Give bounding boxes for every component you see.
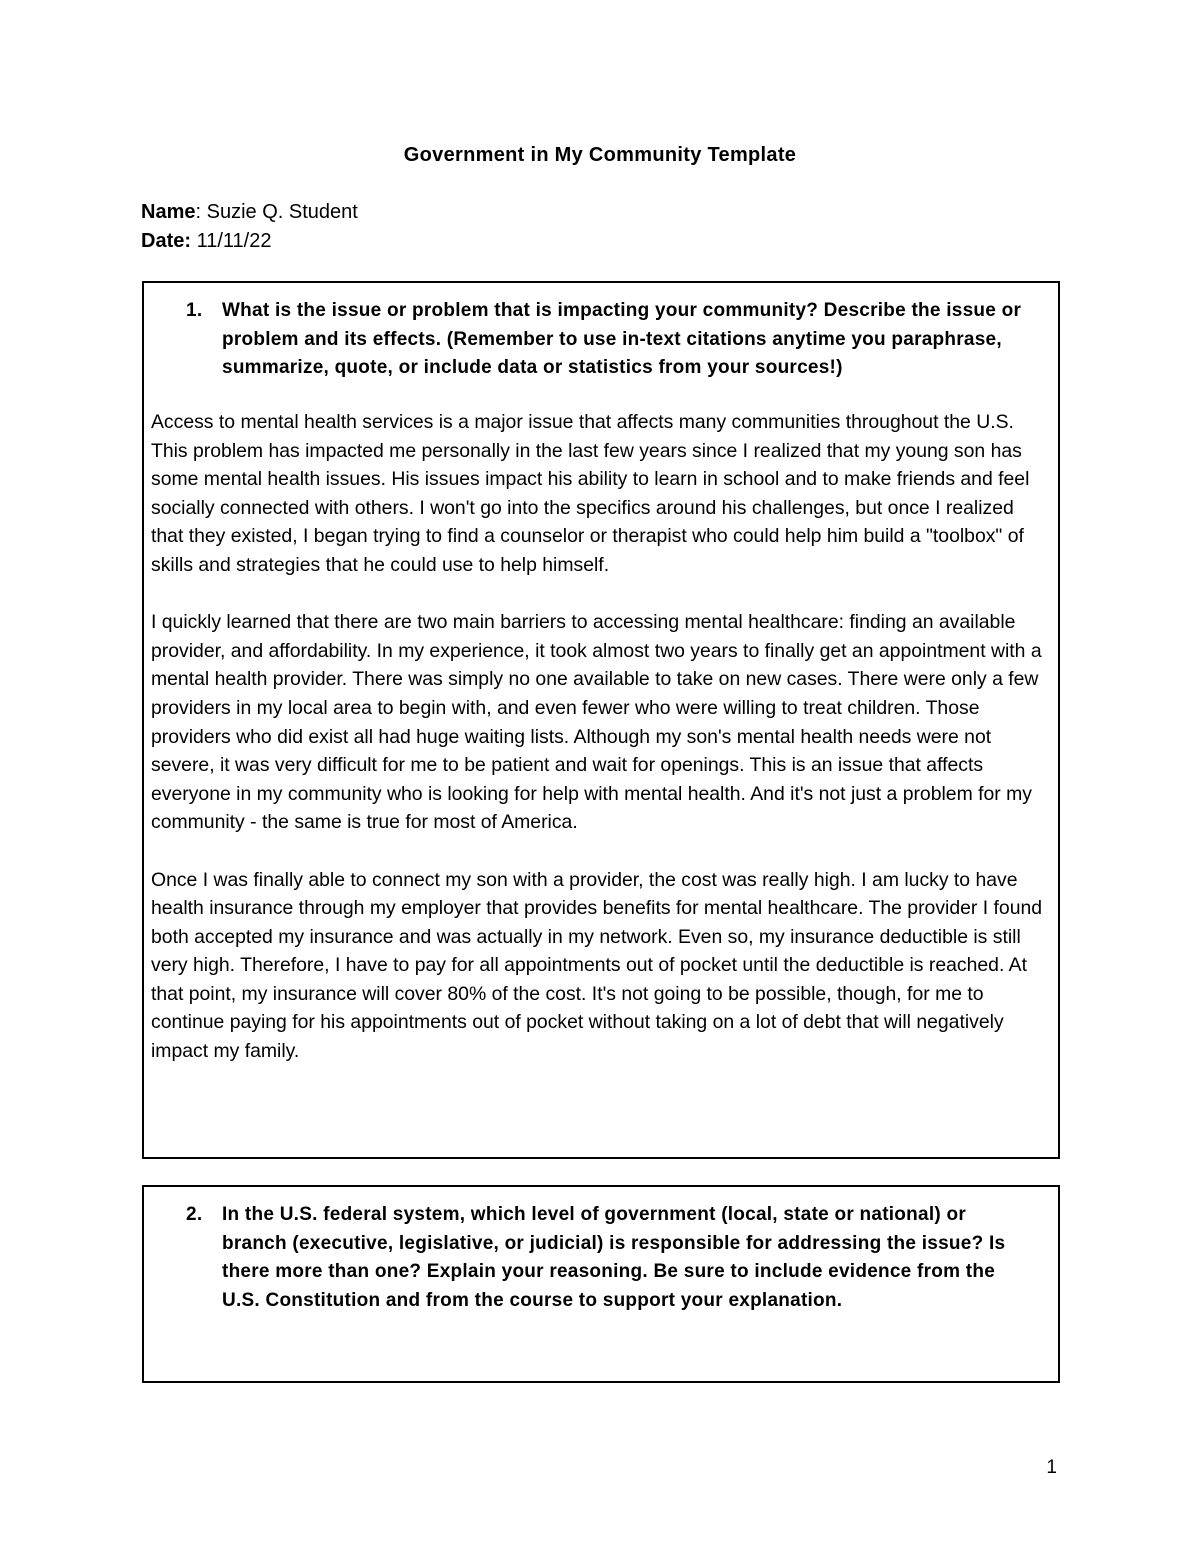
- question-2-number: 2.: [186, 1204, 203, 1225]
- name-value: Suzie Q. Student: [206, 201, 358, 223]
- page-title: Government in My Community Template: [403, 144, 797, 166]
- name-label: Name: [141, 201, 196, 223]
- date-line: [141, 227, 271, 255]
- name-separator: :: [195, 201, 207, 223]
- question-2-box-bottom-border: [142, 1381, 1060, 1383]
- answer-paragraph: Once I was finally able to connect my son with a provider, the cost was really high. I am lucky to have health insurance through my employer that provides benefits for mental healthcare. The provider I found both accepted my insurance and was actually in my network. Even so, my insurance deductible is still very high. Therefore, I have to pay for all appointments out of pocket until the deductible is reached. At that point, my insurance will cover 80% of the cost. It's not going to be possible, though, for me to continue paying for his appointments out of pocket without taking on a lot of debt that will negatively impact my family.: [151, 868, 1043, 1063]
- question-1-number: 1.: [186, 300, 203, 321]
- question-1-answer: [151, 408, 1048, 1094]
- date-value: 11/11/22: [191, 230, 272, 252]
- question-2-box: [142, 1185, 1060, 1383]
- page-number: 1: [1046, 1457, 1057, 1478]
- question-2-text: In the U.S. federal system, which level of government (local, state or national) or branch (executive, legislative, or judicial) is responsible for addressing the issue? Is there more than one? Explain your reasoning. Be sure to include evidence from the U.S. Constitution and from the course to support your explanation.: [222, 1204, 1006, 1311]
- question-1-box: [142, 281, 1060, 1159]
- question-1: [186, 297, 1024, 383]
- answer-paragraph: I quickly learned that there are two main barriers to accessing mental healthcare: finding an available provider, and affordability. In my experience, it took almost two years to finally get an appointment with a mental health provider. There was simply no one available to take on new cases. There were only a few providers in my local area to begin with, and even fewer who were willing to treat children. Those providers who did exist all had huge waiting lists. Although my son's mental health needs were not severe, it was very difficult for me to be patient and wait for openings. This is an issue that affects everyone in my community who is looking for help with mental health. And it's not just a problem for my community - the same is true for most of America.: [151, 611, 1042, 834]
- question-2: [186, 1201, 1024, 1315]
- answer-paragraph: Access to mental health services is a major issue that affects many communities throughout the U.S. This problem has impacted me personally in the last few years since I realized that my young son has some mental health issues. His issues impact his ability to learn in school and to make friends and feel socially connected with others. I won't go into the specifics around his challenges, but once I realized that they existed, I began trying to find a counselor or therapist who could help him build a "toolbox" of skills and strategies that he could use to help himself.: [151, 411, 1030, 576]
- date-label: Date:: [141, 230, 192, 252]
- question-1-text: What is the issue or problem that is impacting your community? Describe the issue or problem and its effects. (Remember to use in-text citations anytime you paraphrase, summarize, quote, or include data or statistics from your sources!): [222, 300, 1022, 379]
- name-line: [141, 198, 358, 226]
